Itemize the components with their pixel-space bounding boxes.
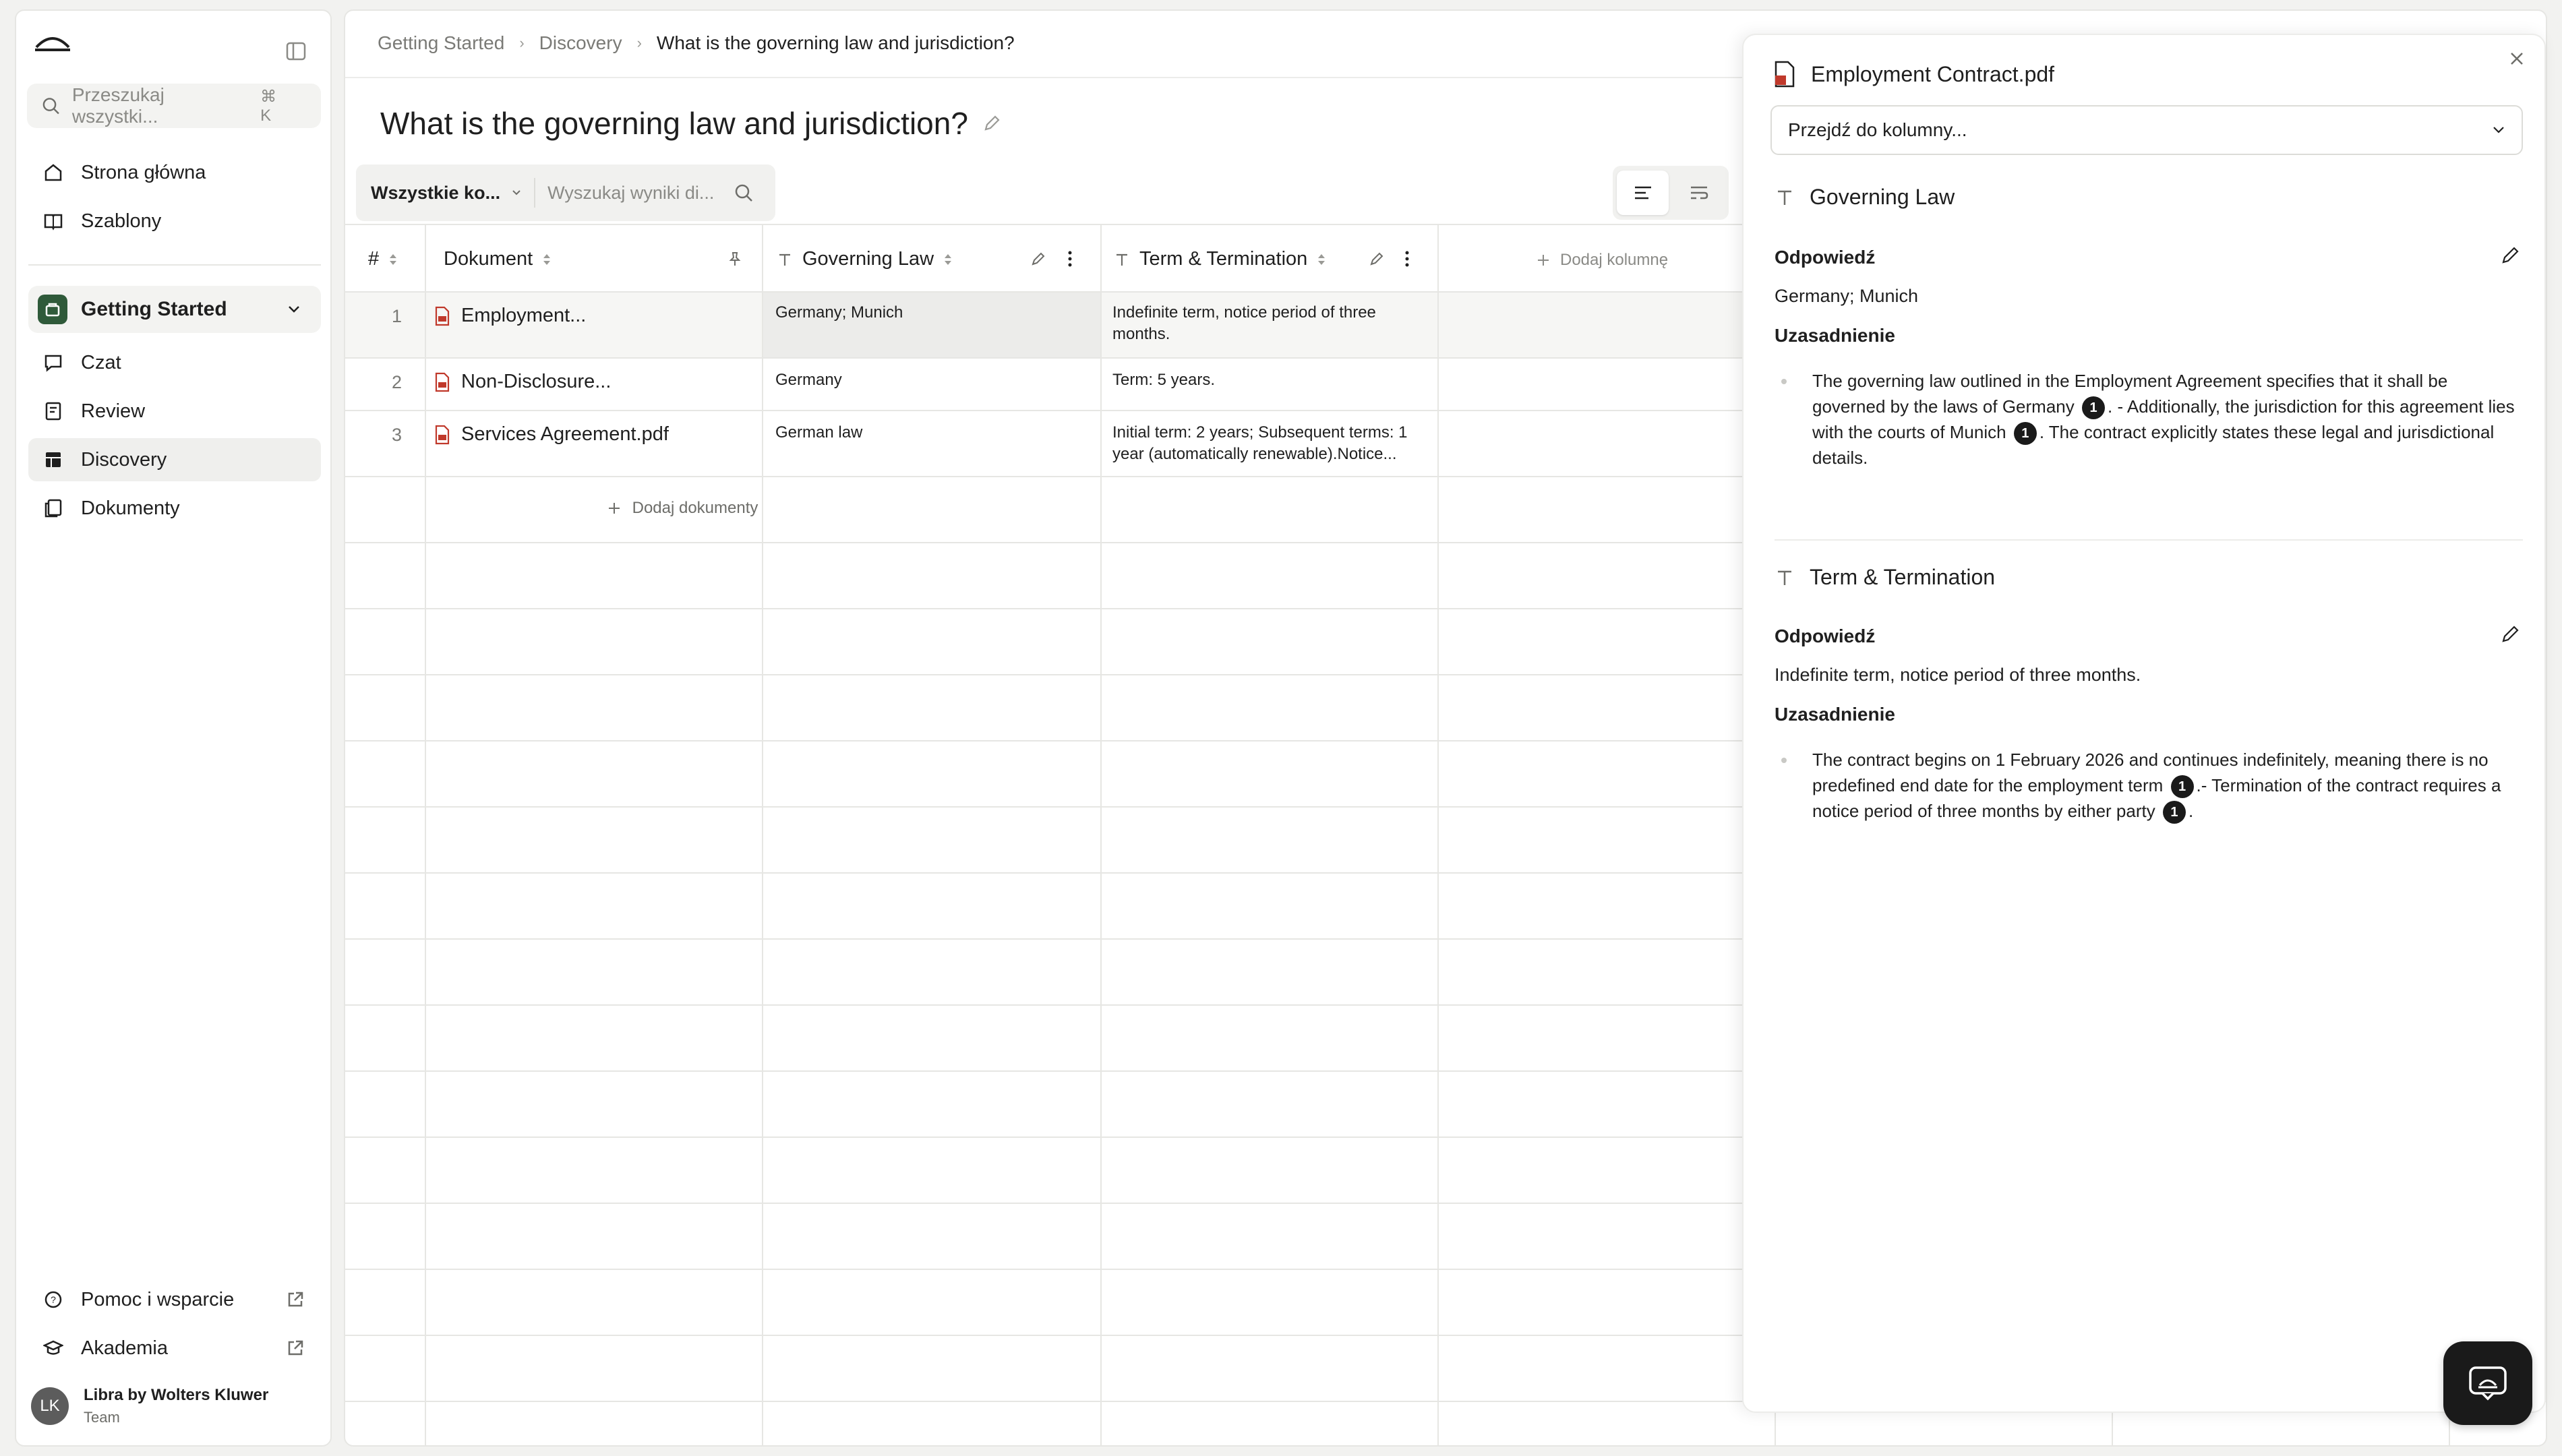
project-selector[interactable] [28,286,321,333]
breadcrumb-current: What is the governing law and jurisdiction? [656,32,1015,53]
text-wrap-icon [1689,184,1709,202]
grid-line [425,224,426,1447]
add-column-button[interactable] [1536,251,1668,270]
citation-badge[interactable]: 1 [2082,396,2105,419]
help-icon [43,1290,63,1310]
nav-academy-label: Akademia [81,1337,168,1359]
chat-logo-icon [2468,1365,2508,1401]
home-icon [43,162,63,183]
section-title-label: Governing Law [1810,185,1955,209]
answer-label: Odpowiedź [1775,626,1876,646]
chevron-down-icon [287,305,301,314]
add-documents-label: Dodaj dokumenty [632,499,758,517]
edit-column-icon[interactable] [1369,251,1385,267]
document-name: Employment... [461,305,587,326]
sort-icon [542,252,552,267]
chat-icon [43,353,63,373]
edit-answer-icon[interactable] [2500,244,2522,266]
pin-icon[interactable] [727,251,743,267]
libra-logo-icon[interactable] [34,27,71,54]
governing-law-cell[interactable]: German law [775,423,863,442]
avatar: LK [31,1387,69,1425]
sort-icon [943,252,953,267]
edit-answer-icon[interactable] [2500,623,2522,644]
row-number: 3 [391,425,402,445]
page-title-row [380,105,1002,142]
answer-value: Indefinite term, notice period of three months. [1775,665,2141,685]
term-termination-cell[interactable]: Initial term: 2 years; Subsequent terms: 1 [1112,423,1408,442]
results-search-input[interactable] [535,183,753,204]
nav-chat-label: Czat [81,351,121,373]
nav-discovery-label: Discovery [81,448,167,471]
nav-documents-label: Dokumenty [81,497,180,519]
document-name: Non-Disclosure... [461,371,612,392]
grid-line [762,224,763,1447]
text-type-icon [777,251,793,268]
reasoning-label: Uzasadnienie [1775,325,1895,346]
panel-file-name: Employment Contract.pdf [1811,61,2055,86]
reasoning-part: The governing law outlined in the Employment Agreement specifies that it shall be governed by the laws of Germany [1812,371,2448,417]
nav-templates-label: Szablony [81,210,162,232]
answer-value: Germany; Munich [1775,286,1919,306]
search-placeholder: Przeszukaj wszystki... [71,84,165,127]
external-link-icon [286,1290,305,1309]
user-role: Team [84,1409,120,1426]
nav-templates[interactable] [28,200,321,243]
wrap-view-button[interactable] [1673,171,1725,215]
more-vertical-icon[interactable] [1402,249,1412,268]
view-toggle [1613,166,1729,220]
plus-icon [607,501,622,516]
nav-documents[interactable] [28,487,321,530]
nav-academy[interactable] [28,1327,321,1370]
header-term-termination-label: Term & Termination [1139,248,1308,270]
jump-to-column-select[interactable] [1770,105,2523,155]
pdf-file-icon [1773,61,1796,88]
review-icon [43,401,63,421]
breadcrumb-separator: › [519,34,525,51]
graduation-cap-icon [43,1338,63,1358]
document-cell[interactable] [434,371,611,393]
user-profile[interactable] [31,1386,268,1426]
nav-home-label: Strona główna [81,161,206,183]
reasoning-label: Uzasadnienie [1775,704,1895,725]
citation-badge[interactable]: 1 [2171,775,2194,798]
header-num-label: # [368,248,380,270]
grid-line [1100,224,1102,1447]
project-icon [38,295,67,324]
more-vertical-icon[interactable] [1065,249,1075,268]
column-filter-label: Wszystkie ko... [371,182,501,203]
reasoning-part: . The contract explicitly states these legal and jurisdictional details. [1812,422,2495,468]
document-name: Services Agreement.pdf [461,423,669,445]
nav-review-label: Review [81,400,146,422]
compact-view-button[interactable] [1617,171,1669,215]
add-documents-button[interactable] [514,499,851,518]
section-title [1775,565,1995,590]
nav-chat[interactable] [28,341,321,384]
pdf-file-icon [434,306,450,326]
column-filter-dropdown[interactable] [371,178,535,208]
chevron-down-icon [511,189,522,197]
nav-discovery[interactable] [28,438,321,481]
reasoning-part: .- Termination of the contract requires a notice period of three months by either party [1812,775,2501,822]
section-title [1775,185,1955,210]
section-divider [1775,539,2523,541]
book-icon [43,211,63,231]
sidebar-divider [28,264,321,266]
term-termination-cell[interactable]: Term: 5 years. [1112,371,1216,389]
citation-badge[interactable]: 1 [2163,801,2186,824]
documents-icon [43,498,63,518]
pdf-file-icon [434,372,450,392]
nav-home[interactable] [28,151,321,194]
page-title: What is the governing law and jurisdiction? [380,106,968,141]
nav-help-label: Pomoc i wsparcie [81,1288,235,1310]
close-icon[interactable] [2507,49,2527,69]
chat-assistant-button[interactable] [2443,1341,2532,1425]
row-number: 1 [391,306,402,326]
breadcrumb-separator: › [636,34,642,51]
align-left-icon [1633,184,1653,202]
search-icon [42,96,60,115]
global-search-input[interactable] [27,84,321,128]
jump-to-column-label: Przejdź do kolumny... [1788,119,1967,140]
text-type-icon [1114,251,1130,268]
project-name: Getting Started [81,298,227,320]
row-number: 2 [391,372,402,392]
panel-title [1773,61,2054,88]
chevron-down-icon [2492,125,2505,135]
governing-law-cell[interactable]: Germany; Munich [775,303,903,322]
text-type-icon [1775,568,1795,588]
answer-label: Odpowiedź [1775,247,1876,268]
document-detail-panel [1742,34,2546,1413]
header-document-label: Dokument [444,248,533,270]
sidebar [15,9,332,1447]
term-termination-cell-line2: months. [1112,325,1170,343]
search-icon [734,183,753,202]
section-title-label: Term & Termination [1810,565,1996,589]
add-column-label: Dodaj kolumnę [1560,251,1669,269]
header-governing-law-label: Governing Law [802,248,934,270]
edit-title-icon[interactable] [982,113,1002,133]
table-toolbar [356,164,775,221]
document-cell[interactable] [434,305,586,327]
svg-text:?: ? [51,1294,56,1305]
reasoning-text [1812,747,2520,824]
governing-law-cell[interactable]: Germany [775,371,842,389]
grid-line [1437,224,1439,1447]
breadcrumb-item[interactable]: Getting Started [378,32,505,53]
breadcrumb [378,32,1015,54]
pdf-file-icon [434,425,450,445]
breadcrumb-item[interactable]: Discovery [539,32,622,53]
collapse-sidebar-icon[interactable] [286,42,307,61]
reasoning-part: . [2188,801,2194,822]
user-name: Libra by Wolters Kluwer [84,1386,269,1404]
nav-help[interactable] [28,1278,321,1321]
reasoning-text [1812,368,2520,471]
document-cell[interactable] [434,423,669,446]
header-document[interactable] [444,248,552,270]
header-governing-law[interactable] [777,248,953,270]
header-num[interactable] [368,248,398,270]
text-type-icon [1775,187,1795,208]
term-termination-cell[interactable]: Indefinite term, notice period of three [1112,303,1376,322]
reasoning-part: . - Additionally, the jurisdiction for this agreement lies with the courts of Munich [1812,396,2515,443]
sort-icon [1317,252,1326,267]
search-shortcut: ⌘ K [260,87,282,125]
external-link-icon [286,1339,305,1358]
reasoning-part: The contract begins on 1 February 2026 and continues indefinitely, meaning there is no predefined end date for the employment term [1812,750,2489,795]
term-termination-cell-line2: year (automatically renewable).Notice... [1112,445,1397,463]
table-icon [43,450,63,470]
plus-icon [1536,253,1551,268]
citation-badge[interactable]: 1 [2014,422,2037,445]
sort-icon [388,252,398,267]
edit-column-icon[interactable] [1030,251,1046,267]
results-search-placeholder: Wyszukaj wyniki di... [547,182,715,203]
header-term-termination[interactable] [1114,248,1326,270]
nav-review[interactable] [28,390,321,433]
